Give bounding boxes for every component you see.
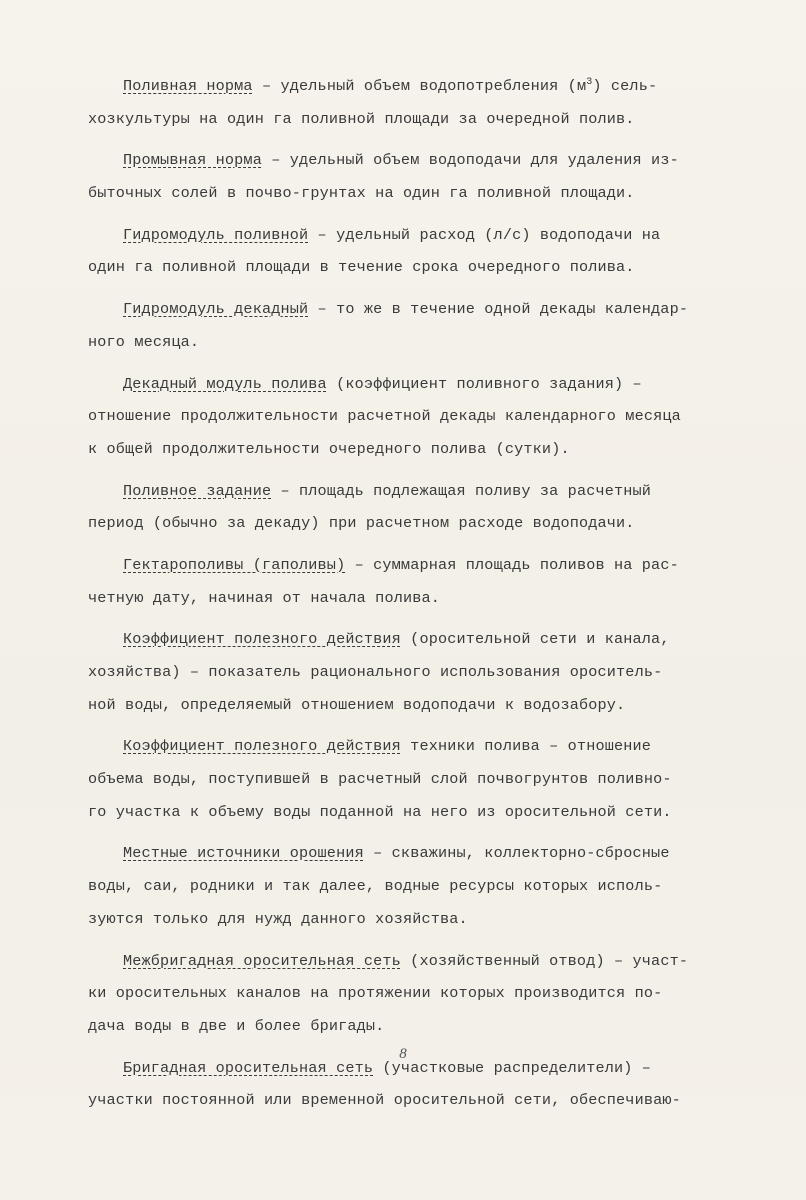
definition-text: – удельный расход (л/с) водоподачи на [308,225,661,244]
line: воды, саи, родники и так далее, водные ресурсы которых исполь- [88,877,663,896]
line: объема воды, поступившей в расчетный слой почвогрунтов поливно- [88,770,672,789]
line [88,623,748,656]
term: Местные источники орошения [123,844,364,863]
line: хозкультуры на один га поливной площади за очередной полив. [88,109,635,128]
line: участки постоянной или временной оросительной сети, обеспечиваю- [88,1091,681,1110]
term: Гидромодуль поливной [123,225,309,244]
term: Бригадная оросительная сеть [123,1058,374,1077]
line [88,837,748,870]
superscript: 3 [586,76,593,88]
line: зуются только для нужд данного хозяйства. [88,909,468,928]
line [88,70,748,103]
line [88,144,748,177]
line [88,549,748,582]
paragraph-gektaropolivy [88,549,748,614]
term: Поливное задание [123,481,272,500]
line: период (обычно за декаду) при расчетном расходе водоподачи. [88,514,635,533]
line: ного месяца. [88,332,200,351]
paragraph-promyvnaya-norma [88,144,748,209]
line [88,368,748,401]
definition-text: ) сель- [592,77,658,95]
definition-text: – суммарная площадь поливов на рас- [345,555,679,574]
term: Промывная норма [123,151,262,170]
document-body [88,70,748,1126]
line [88,293,748,326]
definition-text: – площадь подлежащая поливу за расчетный [271,481,652,500]
term: Гидромодуль декадный [123,300,309,319]
definition-text: (коэффициент поливного задания) – [326,374,642,393]
definition-text: – удельный объем водоподачи для удаления из- [261,151,679,170]
line [88,475,748,508]
definition-text: (хозяйственный отвод) – участ- [400,951,689,970]
line: дача воды в две и более бригады. [88,1016,385,1035]
paragraph-kpd-seti [88,623,748,721]
line: быточных солей в почво-грунтах на один га поливной площади. [88,184,635,203]
paragraph-polivnaya-norma [88,70,748,135]
term: Гектарополивы (гаполивы) [123,555,346,574]
line: го участка к объему воды поданной на него из оросительной сети. [88,802,672,821]
term: Коэффициент полезного действия [123,737,401,756]
line: ной воды, определяемый отношением водоподачи к водозабору. [88,695,626,714]
paragraph-dekadny-modul [88,368,748,466]
paragraph-mestnye-istochniki [88,837,748,935]
definition-text: (участковые распределители) – [373,1058,652,1077]
line [88,945,748,978]
line [88,219,748,252]
definition-text: (оросительной сети и канала, [400,630,670,649]
definition-text: – скважины, коллекторно-сбросные [363,844,670,863]
term: Поливная норма [123,77,253,95]
page-number: 8 [399,1046,407,1062]
paragraph-mezhbrigadnaya-set [88,945,748,1043]
paragraph-polivnoe-zadanie [88,475,748,540]
paragraph-kpd-tekhniki [88,730,748,828]
line: к общей продолжительности очередного полива (сутки). [88,439,570,458]
paragraph-gidromodul-dekadny [88,293,748,358]
line: отношение продолжительности расчетной декады календарного месяца [88,407,681,426]
definition-text: – удельный объем водопотребления (м [252,77,587,95]
definition-text: техники полива – отношение [400,737,652,756]
term: Межбригадная оросительная сеть [123,951,401,970]
term: Коэффициент полезного действия [123,630,401,649]
line [88,730,748,763]
line: один га поливной площади в течение срока очередного полива. [88,258,635,277]
definition-text: – то же в течение одной декады календар- [308,300,689,319]
paragraph-gidromodul-polivnoy [88,219,748,284]
line: ки оросительных каналов на протяжении которых производится по- [88,984,663,1003]
line: хозяйства) – показатель рационального использования ороситель- [88,663,663,681]
line: четную дату, начиная от начала полива. [88,588,441,607]
term: Декадный модуль полива [123,374,327,393]
